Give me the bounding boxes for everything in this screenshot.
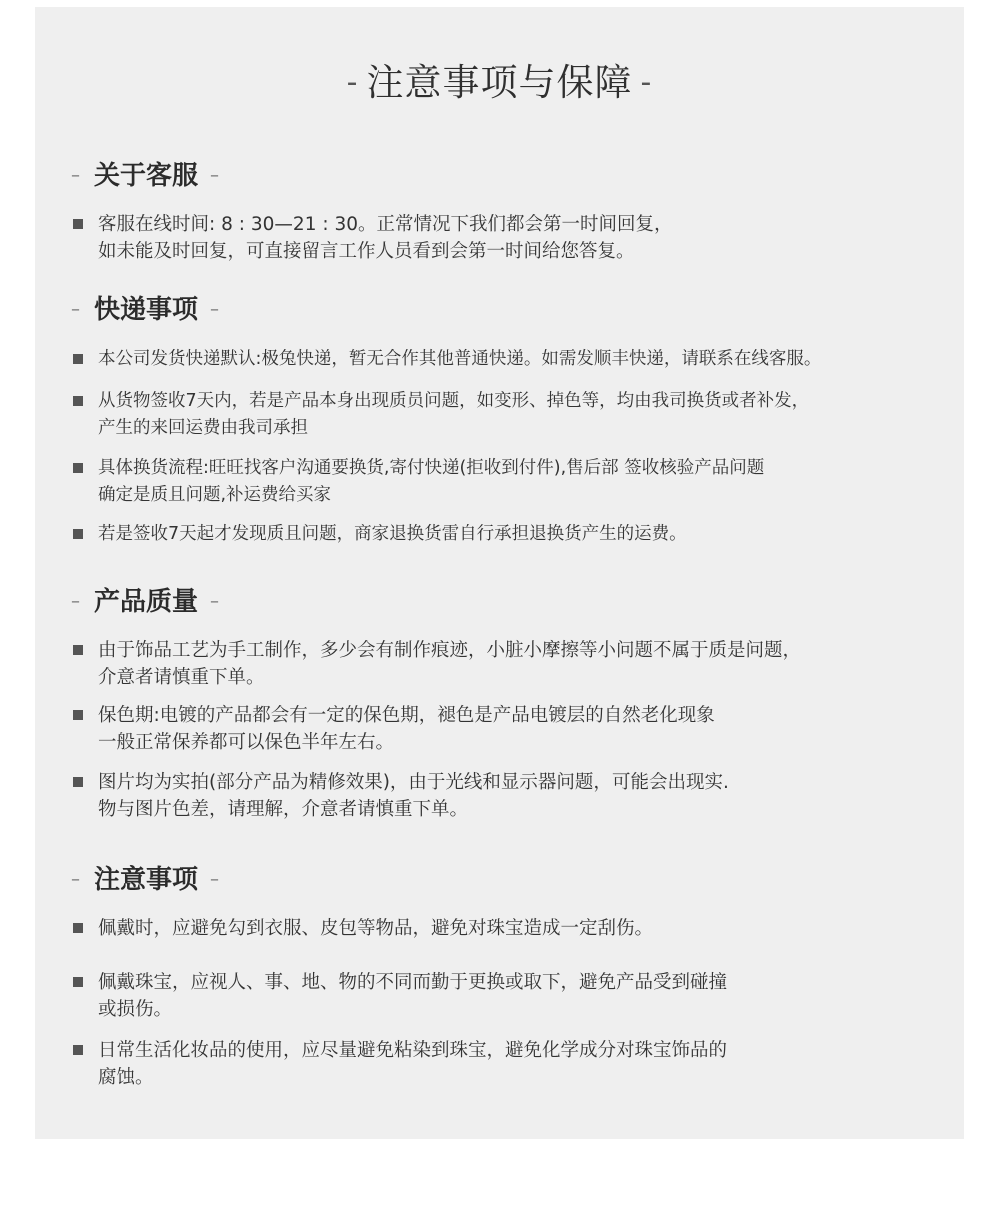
item-line: 介意者请慎重下单。 <box>98 667 265 688</box>
section-dash-left: – <box>71 299 80 320</box>
item-line: 具体换货流程:旺旺找客户沟通要换货,寄付快递(拒收到付件),售后部 签收核验产品问题 <box>98 458 765 478</box>
item-text <box>98 388 938 442</box>
item-line: 如未能及时回复，可直接留言工作人员看到会第一时间给您答复。 <box>98 241 635 262</box>
item-line: 客服在线时间: 8 : 30—21 : 30。正常情况下我们都会第一时间回复， <box>98 214 673 235</box>
square-bullet-icon <box>73 219 83 229</box>
section-title <box>71 293 219 327</box>
item-line: 产生的来回运费由我司承担 <box>98 418 308 438</box>
square-bullet-icon <box>73 710 83 720</box>
item-text <box>98 702 938 756</box>
item-line: 一般正常保养都可以保色半年左右。 <box>98 732 395 753</box>
section-title-text: 快递事项 <box>94 295 199 325</box>
square-bullet-icon <box>73 529 83 539</box>
title-dash-left: - <box>346 65 359 100</box>
page-title <box>35 59 964 110</box>
item-line: 佩戴时，应避免勾到衣服、皮包等物品，避免对珠宝造成一定刮伤。 <box>98 918 654 939</box>
section-title <box>71 585 219 619</box>
item-text <box>98 769 938 823</box>
section-dash-left: – <box>71 869 80 890</box>
item-line: 保色期:电镀的产品都会有一定的保色期，褪色是产品电镀层的自然老化现象 <box>98 705 715 726</box>
section-dash-right: – <box>210 591 220 612</box>
item-line: 日常生活化妆品的使用，应尽量避免粘染到珠宝，避免化学成分对珠宝饰品的 <box>98 1040 728 1061</box>
section-dash-left: – <box>71 165 80 186</box>
section-dash-right: – <box>210 165 220 186</box>
item-line: 腐蚀。 <box>98 1067 154 1088</box>
item-line: 图片均为实拍(部分产品为精修效果)，由于光线和显示器问题，可能会出现实. <box>98 772 729 793</box>
square-bullet-icon <box>73 923 83 933</box>
item-line: 由于饰品工艺为手工制作，多少会有制作痕迹，小脏小摩擦等小问题不属于质是问题， <box>98 640 802 661</box>
title-dash-right: - <box>640 65 653 100</box>
item-text <box>98 1037 938 1091</box>
section-dash-right: – <box>210 299 220 320</box>
item-text <box>98 969 938 1023</box>
square-bullet-icon <box>73 1045 83 1055</box>
item-line: 确定是质且问题,补运费给买家 <box>98 485 332 505</box>
item-text <box>98 915 938 942</box>
item-line: 从货物签收7天内，若是产品本身出现质员问题，如变形、掉色等，均由我司换货或者补发， <box>98 391 810 411</box>
item-line: 佩戴珠宝，应视人、事、地、物的不同而勤于更换或取下，避免产品受到碰撞 <box>98 972 728 993</box>
item-line: 或损伤。 <box>98 999 173 1020</box>
item-text <box>98 455 938 509</box>
section-title <box>71 159 219 193</box>
item-text <box>98 637 938 691</box>
square-bullet-icon <box>73 645 83 655</box>
item-text <box>98 346 938 373</box>
section-title-text: 注意事项 <box>94 865 199 895</box>
square-bullet-icon <box>73 396 83 406</box>
section-dash-left: – <box>71 591 80 612</box>
item-text <box>98 211 938 265</box>
section-title-text: 关于客服 <box>94 161 199 191</box>
item-line: 若是签收7天起才发现质且问题，商家退换货雷自行承担退换货产生的运费。 <box>98 524 687 544</box>
page-title-text: 注意事项与保障 <box>366 61 633 104</box>
section-dash-right: – <box>210 869 220 890</box>
square-bullet-icon <box>73 463 83 473</box>
square-bullet-icon <box>73 977 83 987</box>
square-bullet-icon <box>73 777 83 787</box>
section-title-text: 产品质量 <box>94 587 199 617</box>
square-bullet-icon <box>73 354 83 364</box>
item-text <box>98 521 938 548</box>
section-title <box>71 863 219 897</box>
item-line: 物与图片色差，请理解，介意者请慎重下单。 <box>98 799 469 820</box>
item-line: 本公司发货快递默认:极兔快递，暂无合作其他普通快递。如需发顺丰快递，请联系在线客服。 <box>98 349 822 369</box>
notice-panel <box>35 7 964 1139</box>
